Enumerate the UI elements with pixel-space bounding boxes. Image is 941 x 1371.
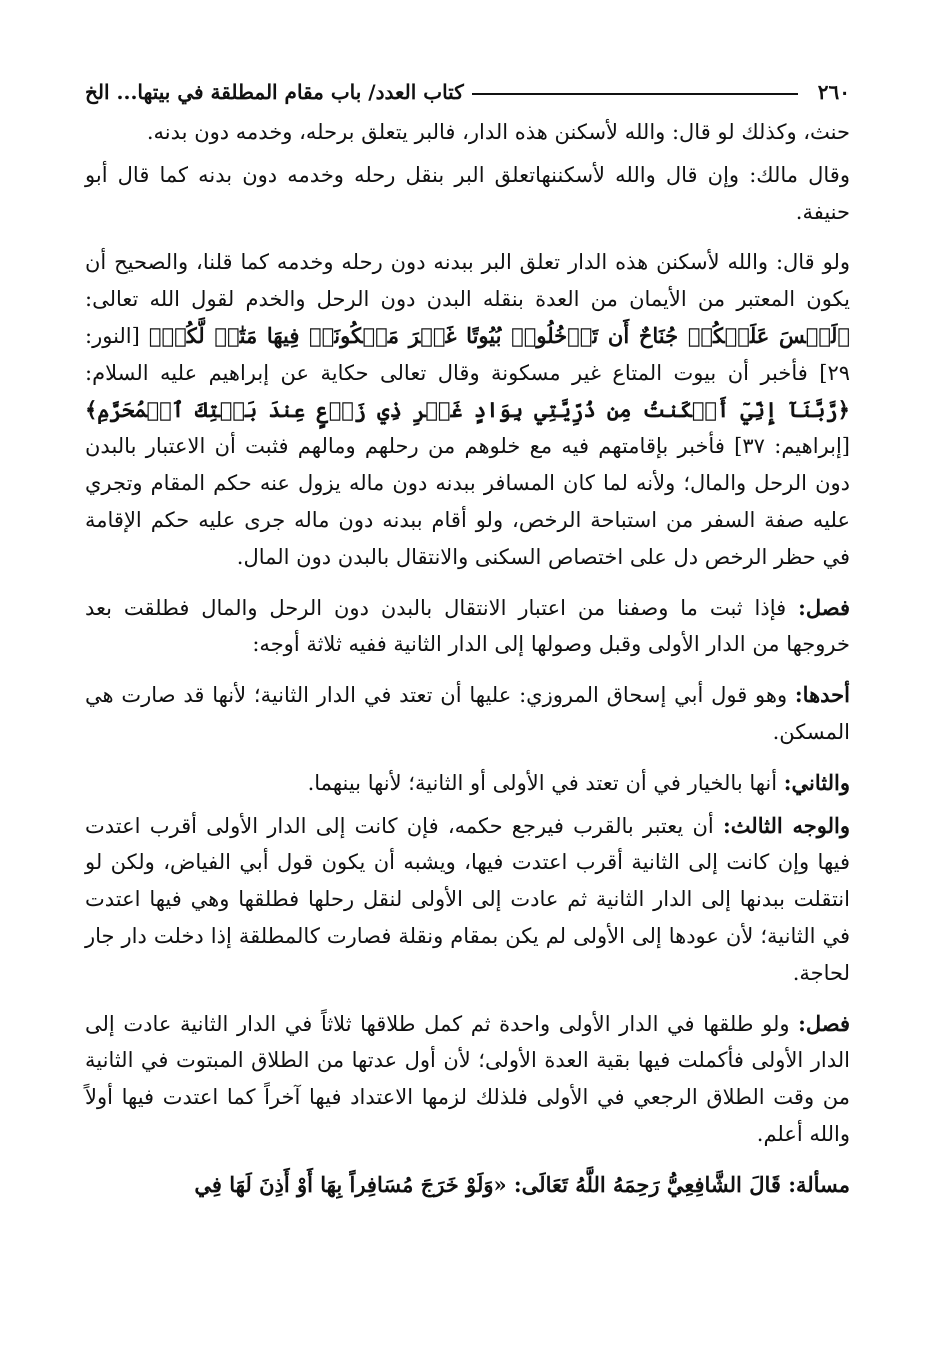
header-rule xyxy=(472,93,798,95)
section-label: والثاني: xyxy=(783,769,850,795)
paragraph-text: حنث، وكذلك لو قال: والله لأسكنن هذه الدار، فالبر يتعلق برحله، وخدمه دون بدنه. xyxy=(146,120,850,144)
paragraph-text: وهو قول أبي إسحاق المروزي: عليها أن تعتد في الدار الثانية؛ لأنها قد صارت هي المسكن. xyxy=(85,683,850,744)
paragraph-first-view xyxy=(85,677,850,751)
quran-verse-ibrahim: ﴿رَّبَّنَآ إِنِّيٓ أَسۡكَنتُ مِن ذُرِّيَّتِي بِوَادٍ غَيۡرِ ذِي زَرۡعٍ عِندَ بَيۡتِكَ ٱلۡمُحَرَّمِ﴾ xyxy=(85,396,850,422)
paragraph-text: قَالَ الشَّافِعِيُّ رَحِمَهُ اللَّهُ تَعَالَى: «وَلَوْ خَرَجَ مُسَافِراً بِهَا أَوْ أَذِنَ لَهَا فِي xyxy=(194,1171,789,1197)
section-label: أحدها: xyxy=(794,682,850,708)
paragraph-text: وقال مالك: وإن قال والله لأسكننهاتعلق البر بنقل رحله وخدمه دون بدنه كما قال أبو حنيفة. xyxy=(85,162,850,224)
paragraph-fasl-1 xyxy=(85,590,850,664)
paragraph-text: [إبراهيم: ٣٧] فأخبر بإقامتهم فيه مع خلوهم من رحلهم ومالهم فثبت أن الاعتبار بالبدن دون الرحل والمال؛ ولأنه لما كان المسافر ببدنه دون ماله يزول عنه حكم المقام وتجري عليه صفة السفر من استباحة الرخص، ولو أقام ببدنه دون ماله جرى عليه حكم الإقامة في حظر الرخص دل على اختصاص السكنى والانتقال بالبدن دون المال. xyxy=(85,434,850,569)
paragraph-text: ولو قال: والله لأسكنن هذه الدار تعلق البر ببدنه دون رحله وخدمه كما قلنا، والصحيح أن يكون المعتبر من الأيمان من العدة بنقله البدن دون الرحل والخدم لقول الله تعالى: xyxy=(85,250,850,312)
paragraph-2 xyxy=(85,157,850,231)
quran-verse-nur: ﴿لَيۡسَ عَلَيۡكُمۡ جُنَاحٌ أَن تَدۡخُلُوا۟ بُيُوتًا غَيۡرَ مَسۡكُونَةٖ فِيهَا مَتَٰعٞ لَّكُمۡ﴾ xyxy=(148,322,850,348)
paragraph-second-view xyxy=(85,765,850,802)
paragraph-text: ولو طلقها في الدار الأولى واحدة ثم كمل طلاقها ثلاثاً في الدار الثانية عادت إلى الدار الأولى فأكملت فيها بقية العدة الأولى؛ لأن أول عدتها من الطلاق المبتوت في الثانية من وقت الطلاق الرجعي في الأولى فلذلك لزمها الاعتداد فيها آخراً كما اعتدت فيها أولاً والله أعلم. xyxy=(85,1011,850,1146)
paragraph-third-view xyxy=(85,808,850,992)
section-label: فصل: xyxy=(798,1010,850,1036)
paragraph-text: أن يعتبر بالقرب فيرجع حكمه، فإن كانت إلى الدار الأولى أقرب اعتدت فيها وإن كانت إلى الثانية أقرب اعتدت فيها، ويشبه أن يكون قول أبي الفياض، ولكن لو انتقلت ببدنها إلى الدار الثانية ثم عادت إلى الأولى لنقل رحلها فطلقها وهي فيها اعتدت في الثانية؛ لأن عودها إلى الأولى لم يكن بمقام ونقلة فصارت كالمطلقة إذا دخلت دار جار لحاجة. xyxy=(85,813,850,985)
paragraph-text: أنها بالخيار في أن تعتد في الأولى أو الثانية؛ لأنها بينهما. xyxy=(307,770,784,795)
paragraph-text: فإذا ثبت ما وصفنا من اعتبار الانتقال بالبدن دون الرحل والمال فطلقت بعد خروجها من الدار الأولى وقبل وصولها إلى الدار الثانية ففيه ثلاثة أوجه: xyxy=(85,595,850,657)
paragraph-masala xyxy=(85,1167,850,1204)
section-label: مسألة: xyxy=(788,1171,850,1197)
section-label: والوجه الثالث: xyxy=(722,812,850,838)
page-header xyxy=(85,70,850,114)
paragraph-text: [النور: ٢٩] فأخبر أن بيوت المتاع غير مسكونة وقال تعالى حكاية عن إبراهيم عليه السلام: xyxy=(85,323,850,385)
book-page xyxy=(85,70,850,1360)
section-label: فصل: xyxy=(798,594,850,620)
paragraph-fasl-2 xyxy=(85,1006,850,1153)
running-title: كتاب العدد/ باب مقام المطلقة في بيتها... الخ xyxy=(85,80,464,104)
paragraph-1 xyxy=(85,114,850,151)
paragraph-3 xyxy=(85,244,850,575)
page-number: ٢٦٠ xyxy=(817,80,850,104)
